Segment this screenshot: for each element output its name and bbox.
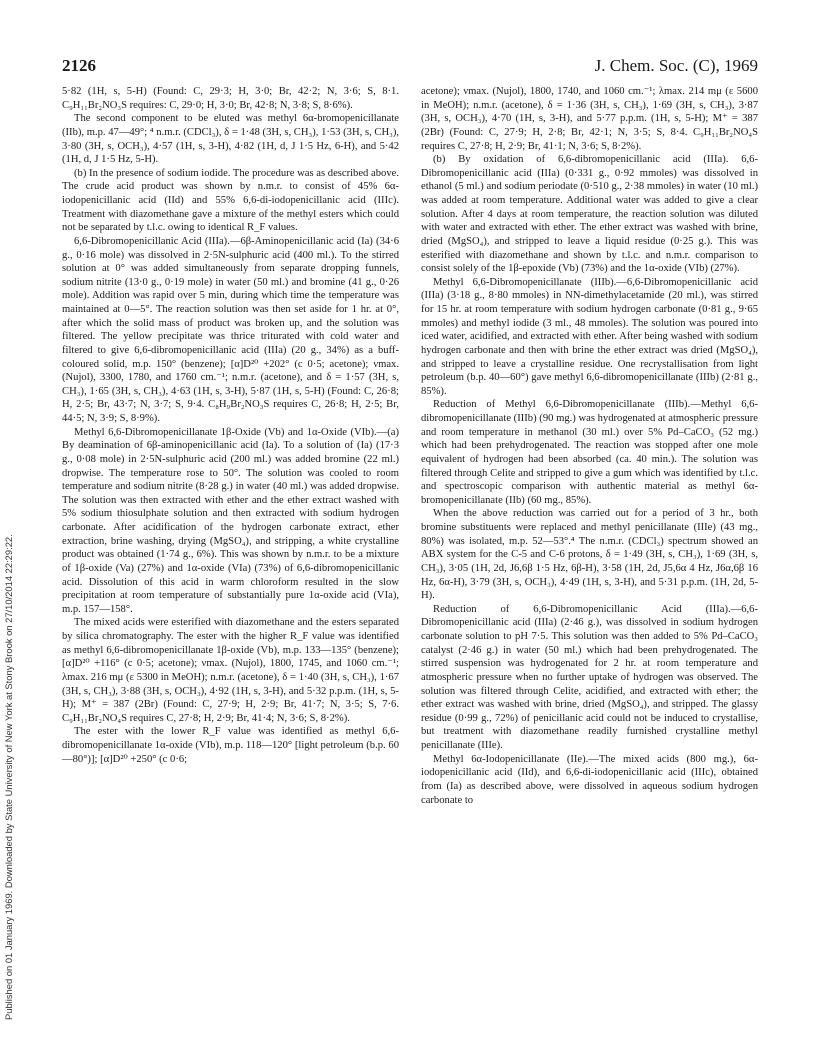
paragraph: Reduction of 6,6-Dibromopenicillanic Acid (IIIa).—6,6-Dibromopenicillanic acid (IIIa) (2·46 g.), was dissolved in sodium hydrogen carbonate solution to pH 7·5. This solution was then added to 5% Pd–CaCO₃ catalyst (2·46 g.) in water (50 ml.) which had been prehydrogenated. The stirred suspension was hydrogenated for 2 hr. at room temperature and atmospheric pressure when no further uptake of hydrogen was observed. The solution was filtered through Celite, acidified, and extracted with ether; the ether extract was washed with brine, dried (MgSO₄), and stripped. The glassy residue (0·99 g., 72%) of penicillanic acid could not be induced to crystallise, but treatment with diazomethane readily furnished crystalline methyl penicillanate (IIIe). [421,603,758,751]
paragraph: The ester with the lower R_F value was identified as methyl 6,6-dibromopenicillanate 1α-oxide (VIb), m.p. 118—120° [light petroleum (b.p. 60—80°)]; [α]D²⁰ +250° (c 0·6; [62,726,399,765]
paragraph: The second component to be eluted was methyl 6α-bromopenicillanate (IIb), m.p. 47—49°; ⁴ n.m.r. (CDCl₃), δ = 1·48 (3H, s, CH₃), 1·53 (3H, s, CH₃), 3·80 (3H, s, OCH₃), 4·57 (1H, s, 3-H), 4·82 (1H, d, J 1·5 Hz, 6-H), and 5·42 (1H, d, J 1·5 Hz, 5-H). [62,113,399,166]
paragraph: (b) In the presence of sodium iodide. The procedure was as described above. The crude acid product was shown by n.m.r. to consist of 45% 6α-iodopenicillanic acid (IId) and 55% 6,6-di-iodopenicillanic acid (IIIc). Treatment with diazomethane gave a mixture of the methyl esters which could not be separated by t.l.c. owing to identical R_F values. [62,167,399,234]
paragraph: Reduction of Methyl 6,6-Dibromopenicillanate (IIIb).—Methyl 6,6-dibromopenicillanate (IIIb) (90 mg.) was hydrogenated at atmospheric pressure and room temperature in methanol (30 ml.) over 5% Pd–CaCO₃ (52 mg.) which had been prehydrogenated. The reaction was stopped after one mole equivalent of hydrogen had been absorbed (ca. 40 min.). The solution was filtered through Celite and stripped to give a gum which was identified by t.l.c. and spectroscopic comparison with authentic material as methyl 6α-bromopenicillanate (IIb) (60 mg., 85%). [421,399,758,506]
left-column [62,85,399,766]
page-number: 2126 [62,56,96,75]
page-header [62,56,758,80]
paragraph: acetone); νmax. (Nujol), 1800, 1740, and 1060 cm.⁻¹; λmax. 214 mμ (ε 5600 in MeOH); n.m.r. (acetone), δ = 1·36 (3H, s, CH₃), 1·69 (3H, s, CH₃), 3·87 (3H, s, OCH₃), 4·70 (1H, s, 3-H), and 5·77 p.p.m. (1H, s, 5-H); M⁺ = 387 (2Br) (Found: C, 27·9; H, 2·8; Br, 42·1; N, 3·5; S, 8·4. C₉H₁₁Br₂NO₄S requires C, 27·8; H, 2·9; Br, 41·1; N, 3·6; S, 8·2%). [421,86,758,152]
paragraph: Methyl 6,6-Dibromopenicillanate (IIIb).—6,6-Dibromopenicillanic acid (IIIa) (3·18 g., 8·80 mmoles) in NN-dimethylacetamide (20 ml.), was stirred for 15 hr. at room temperature with sodium hydrogen carbonate (0·81 g., 9·65 mmoles) and methyl iodide (3 ml., 48 mmoles). The solution was poured into iced water, acidified, and extracted with ether. After being washed with sodium hydrogen carbonate and then with brine the ether extract was dried (MgSO₄), and stripped to leave a crystalline residue. One recrystallisation from light petroleum (b.p. 40—60°) gave methyl 6,6-dibromopenicillanate (IIIb) (2·81 g., 85%). [421,276,758,397]
paragraph: Methyl 6α-Iodopenicillanate (IIe).—The mixed acids (800 mg.), 6α-iodopenicillanic acid (IId), and 6,6-di-iodopenicillanic acid (IIIc), obtained from (Ia) as described above, were dissolved in aqueous sodium hydrogen carbonate to [421,753,758,806]
right-column [421,85,758,807]
download-watermark [3,40,17,1020]
paragraph: Methyl 6,6-Dibromopenicillanate 1β-Oxide (Vb) and 1α-Oxide (VIb).—(a) By deamination of 6β-aminopenicillanic acid (Ia). To a solution of (Ia) (17·3 g., 0·08 mole) in 2·5N-sulphuric acid (200 ml.) was added bromine (22 ml.) dropwise. The temperature rose to 50°. The solution was cooled to room temperature and sodium nitrite (8·28 g.) in water (40 ml.) was added dropwise. The solution was then extracted with ether and the ether extract washed with 5% sodium thiosulphate solution and then extracted with sodium hydrogen carbonate. After acidification of the hydrogen carbonate extract, ether extraction, brine washing, drying (MgSO₄), and stripping, a white crystalline product was obtained (1·74 g., 6%). This was shown by n.m.r. to be a mixture of 1β-oxide (Va) (27%) and 1α-oxide (VIa) (73%) of 6,6-dibromopenicillanic acid. Dissolution of this acid in warm chloroform resulted in the slow precipitation at room temperature of substantially pure 1α-oxide acid (VIa), m.p. 157—158°. [62,426,399,615]
paragraph: 6,6-Dibromopenicillanic Acid (IIIa).—6β-Aminopenicillanic acid (Ia) (34·6 g., 0·16 mole) was dissolved in 2·5N-sulphuric acid (400 ml.). To the stirred solution at 0° was added simultaneously from separate dropping funnels, sodium nitrite (13·0 g., 0·19 mole) in water (50 ml.) and bromine (41 g., 0·26 mole). Addition was rapid over 5 min, during which time the temperature was maintained at 0—5°. The reaction solution was then set aside for 1 hr. at 0°, after which the solid mass of product was broken up, and the solution was filtered. The yellow precipitate was thrice triturated with cold water and filtered to give 6,6-dibromopenicillanic acid (IIIa) (20 g., 34%) as a buff-coloured solid, m.p. 150° (benzene); [α]D²⁰ +202° (c 0·5; acetone); νmax. (Nujol), 3300, 1780, and 1760 cm.⁻¹; n.m.r. (acetone), and δ = 1·57 (3H, s, CH₃), 1·65 (3H, s, CH₃), 4·63 (1H, s, 3-H), 5·87 (1H, s, 5-H) (Found: C, 26·8; H, 2·5; Br, 43·7; N, 3·7; S, 9·4. C₈H₉Br₂NO₃S requires C, 26·8; H, 2·5; Br, 44·5; N, 3·9; S, 8·9%). [62,235,399,424]
paragraph: 5·82 (1H, s, 5-H) (Found: C, 29·3; H, 3·0; Br, 42·2; N, 3·6; S, 8·1. C₉H₁₁Br₂NO₃S requires: C, 29·0; H, 3·0; Br, 42·8; N, 3·8; S, 8·6%). [62,86,399,111]
paragraph: When the above reduction was carried out for a period of 3 hr., both bromine substituents were replaced and methyl penicillanate (IIIe) (43 mg., 80%) was isolated, m.p. 52—53°.⁴ The n.m.r. (CDCl₃) spectrum showed an ABX system for the C-5 and C-6 protons, δ = 1·49 (3H, s, CH₃), 1·69 (3H, s, CH₃), 3·05 (1H, 2d, J6,6β 1·5 Hz, 6β-H), 3·58 (1H, 2d, J5,6α 4 Hz, J6α,6β 16 Hz, 6α-H), 3·79 (3H, s, OCH₃), 4·49 (1H, s, 3-H), and 5·31 p.p.m. (1H, 2d, 5-H). [421,508,758,602]
journal-title: J. Chem. Soc. (C), 1969 [594,56,758,75]
paragraph: The mixed acids were esterified with diazomethane and the esters separated by silica chromatography. The ester with the higher R_F value was identified as methyl 6,6-dibromopenicillanate 1β-oxide (Vb), m.p. 133—135° (benzene); [α]D²⁰ +116° (c 0·5; acetone); νmax. (Nujol), 1800, 1745, and 1060 cm.⁻¹; λmax. 216 mμ (ε 5300 in MeOH); n.m.r. (acetone), δ = 1·40 (3H, s, CH₃), 1·67 (3H, s, CH₃), 3·88 (3H, s, OCH₃), 4·92 (1H, s, 3-H), and 5·32 p.p.m. (1H, s, 5-H); M⁺ = 387 (2Br) (Found: C, 27·9; H, 2·9; Br, 41·7; N, 3·5; S, 7·6. C₉H₁₁Br₂NO₄S requires C, 27·8; H, 2·9; Br, 41·4; N, 3·6; S, 8·2%). [62,617,399,724]
download-watermark-text: Published on 01 January 1969. Downloaded by State University of New York at Stony Brook on 27/10/2014 22:29:22. [3,534,14,1020]
paragraph: (b) By oxidation of 6,6-dibromopenicillanic acid (IIIa). 6,6-Dibromopenicillanic acid (IIIa) (0·331 g., 0·92 mmoles) was dissolved in ethanol (5 ml.) and sodium periodate (0·510 g., 2·38 mmoles) in water (10 ml.) was added at room temperature. Additional water was added to give a clear solution. After 4 days at room temperature, the reaction solution was diluted with water and extracted with ether. The ether extract was washed with brine, dried (MgSO₄), and stripped to leave a liquid residue (0·25 g.). This was esterified with diazomethane and shown by t.l.c. and n.m.r. comparison to consist solely of the 1β-epoxide (Vb) (73%) and the 1α-oxide (VIb) (27%). [421,154,758,275]
